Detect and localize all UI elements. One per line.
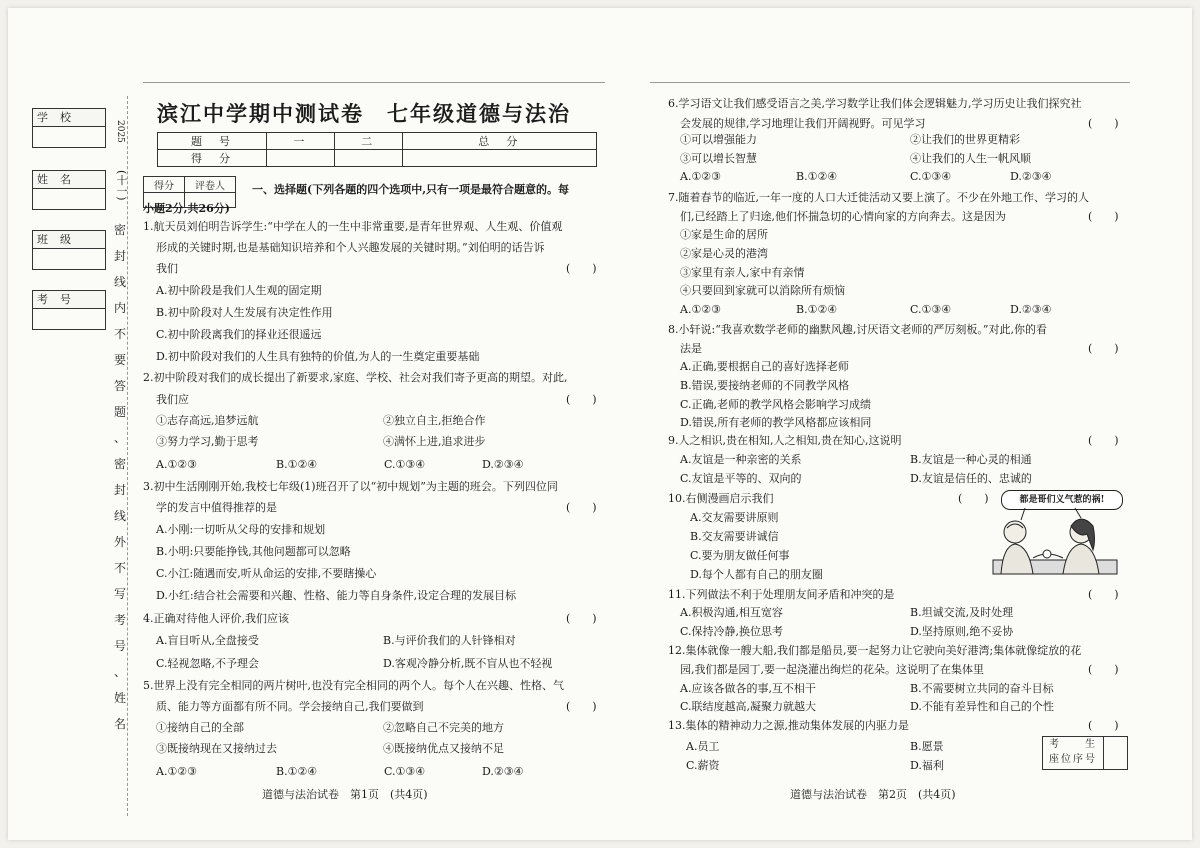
q13-option-c: C.薪资 xyxy=(686,759,720,772)
q8-option-c: C.正确,老师的教学风格会影响学习成绩 xyxy=(680,398,872,411)
q11-line1: 11.下列做法不利于处理朋友间矛盾和冲突的是 xyxy=(668,588,895,601)
q5-option-a: A.①②③ xyxy=(156,765,198,778)
q1-line3: 我们 xyxy=(156,262,178,275)
q3-option-b: B.小明:只要能挣钱,其他问题都可以忽略 xyxy=(156,545,351,558)
q9-option-b: B.友谊是一种心灵的相通 xyxy=(910,453,1032,466)
q9-option-c: C.友谊是平等的、双向的 xyxy=(680,472,802,485)
q7-item-3: ③家里有亲人,家中有亲情 xyxy=(680,266,805,279)
page2-footer: 道德与法治试卷 第2页 (共4页) xyxy=(790,788,956,801)
school-field[interactable] xyxy=(32,108,106,148)
q12-option-d: D.不能有差异性和自己的个性 xyxy=(910,700,1054,713)
q7-option-b: B.①②④ xyxy=(796,303,838,316)
score-header-cell: 二 xyxy=(334,133,402,150)
seal-char: 外 xyxy=(113,535,126,549)
name-label: 姓名 xyxy=(33,171,105,189)
seal-char: 不 xyxy=(113,561,126,575)
q5-item-2: ②忽略自己不完美的地方 xyxy=(383,721,504,734)
q6-option-b: B.①②④ xyxy=(796,170,838,183)
paper-number-vertical xyxy=(113,170,127,206)
q2-option-c: C.①③④ xyxy=(384,458,426,471)
seal-dashed-line xyxy=(127,96,128,816)
year-text: 2025 xyxy=(115,120,125,143)
name-field[interactable] xyxy=(32,170,106,210)
q5-answer-blank[interactable]: ( ) xyxy=(566,700,597,713)
q2-answer-blank[interactable]: ( ) xyxy=(566,393,597,406)
q2-item-1: ①志存高远,追梦远航 xyxy=(156,414,259,427)
q5-option-c: C.①③④ xyxy=(384,765,426,778)
top-rule-right xyxy=(650,82,1130,83)
q12-option-a: A.应该各做各的事,互不相干 xyxy=(680,682,816,695)
q3-line2: 学的发言中值得推荐的是 xyxy=(156,501,277,514)
q1-answer-blank[interactable]: ( ) xyxy=(566,262,597,275)
q9-option-d: D.友谊是信任的、忠诚的 xyxy=(910,472,1032,485)
seal-char: 要 xyxy=(113,353,126,367)
seat-number-box[interactable] xyxy=(1042,736,1128,770)
q6-item-1: ①可以增强能力 xyxy=(680,133,757,146)
mini-grader-label: 评卷人 xyxy=(185,177,236,193)
q7-item-2: ②家是心灵的港湾 xyxy=(680,247,768,260)
class-field[interactable] xyxy=(32,230,106,270)
score-header-cell: 一 xyxy=(267,133,335,150)
q8-option-d: D.错误,所有老师的教学风格都应该相同 xyxy=(680,416,872,429)
q1-line1: 1.航天员刘伯明告诉学生:“中学在人的一生中非常重要,是青年世界观、人生观、价值观 xyxy=(143,220,563,233)
comic-figures-icon xyxy=(985,488,1125,576)
q12-option-b: B.不需要树立共同的奋斗目标 xyxy=(910,682,1054,695)
q11-option-b: B.坦诚交流,及时处理 xyxy=(910,606,1014,619)
q3-answer-blank[interactable]: ( ) xyxy=(566,501,597,514)
seal-char: 密 xyxy=(113,457,126,471)
q12-answer-blank[interactable]: ( ) xyxy=(1088,663,1119,676)
q10-answer-blank[interactable]: ( ) xyxy=(958,492,989,505)
q2-line1: 2.初中阶段对我们的成长提出了新要求,家庭、学校、社会对我们寄予更高的期望。对此, xyxy=(143,371,568,384)
q13-option-b: B.愿景 xyxy=(910,740,944,753)
mini-score-label: 得分 xyxy=(144,177,185,193)
q6-option-c: C.①③④ xyxy=(910,170,952,183)
seal-char: 、 xyxy=(113,431,126,445)
q4-option-a: A.盲目听从,全盘接受 xyxy=(156,634,259,647)
seal-char: 线 xyxy=(113,275,126,289)
q3-line1: 3.初中生活刚刚开始,我校七年级(1)班召开了以“初中规划”为主题的班会。下列四位同 xyxy=(143,480,558,493)
q5-item-1: ①接纳自己的全部 xyxy=(156,721,244,734)
q4-option-b: B.与评价我们的人针锋相对 xyxy=(383,634,516,647)
seal-char: 线 xyxy=(113,509,126,523)
q7-item-1: ①家是生命的居所 xyxy=(680,228,768,241)
q9-line1: 9.人之相识,贵在相知,人之相知,贵在知心,这说明 xyxy=(668,434,902,447)
seal-char: 答 xyxy=(113,379,126,393)
q13-answer-blank[interactable]: ( ) xyxy=(1088,719,1119,732)
q2-line2: 我们应 xyxy=(156,393,189,406)
q5-line1: 5.世界上没有完全相同的两片树叶,也没有完全相同的两个人。每个人在兴趣、性格、气 xyxy=(143,679,564,692)
top-rule-left xyxy=(143,82,605,83)
seal-line-notice xyxy=(113,222,127,742)
score-cell[interactable] xyxy=(267,150,335,167)
q3-option-a: A.小刚:一切听从父母的安排和规划 xyxy=(156,523,326,536)
q3-option-d: D.小红:结合社会需要和兴趣、性格、能力等自身条件,设定合理的发展目标 xyxy=(156,589,517,602)
seal-char: 题 xyxy=(113,405,126,419)
q9-option-a: A.友谊是一种亲密的关系 xyxy=(680,453,802,466)
school-label: 学校 xyxy=(33,109,105,127)
seal-char: 姓 xyxy=(113,691,126,705)
q2-option-d: D.②③④ xyxy=(482,458,524,471)
seal-char: 不 xyxy=(113,327,126,341)
q4-line1: 4.正确对待他人评价,我们应该 xyxy=(143,612,289,625)
q1-option-c: C.初中阶段离我们的择业还很遥远 xyxy=(156,328,322,341)
q4-option-d: D.客观冷静分析,既不盲从也不轻视 xyxy=(383,657,553,670)
q8-line1: 8.小轩说:“我喜欢数学老师的幽默风趣,讨厌语文老师的严厉刻板。”对此,你的看 xyxy=(668,323,1047,336)
paper-number: (十一) xyxy=(115,170,128,201)
seal-char: 考 xyxy=(113,613,126,627)
q2-item-2: ②独立自主,拒绝合作 xyxy=(383,414,486,427)
q7-item-4: ④只要回到家就可以消除所有烦恼 xyxy=(680,284,845,297)
q1-option-a: A.初中阶段是我们人生观的固定期 xyxy=(156,284,322,297)
q11-option-c: C.保持冷静,换位思考 xyxy=(680,625,784,638)
q6-line2: 会发展的规律,学习地理让我们开阔视野。可见学习 xyxy=(680,117,926,130)
q12-line2: 园,我们都是园丁,要一起浇灌出绚烂的花朵。这说明了在集体里 xyxy=(680,663,984,676)
year-vertical xyxy=(115,120,125,146)
q4-answer-blank[interactable]: ( ) xyxy=(566,612,597,625)
seal-char: 号 xyxy=(113,639,126,653)
q7-answer-blank[interactable]: ( ) xyxy=(1088,210,1119,223)
q6-option-d: D.②③④ xyxy=(1010,170,1052,183)
score-cell[interactable] xyxy=(402,150,596,167)
q2-option-b: B.①②④ xyxy=(276,458,318,471)
q5-item-4: ④既接纳优点又接纳不足 xyxy=(383,742,504,755)
q5-option-d: D.②③④ xyxy=(482,765,524,778)
q7-option-d: D.②③④ xyxy=(1010,303,1052,316)
q7-option-a: A.①②③ xyxy=(680,303,722,316)
score-header-cell: 总 分 xyxy=(402,133,596,150)
q1-option-d: D.初中阶段对我们的人生具有独特的价值,为人的一生奠定重要基础 xyxy=(156,350,480,363)
q11-answer-blank[interactable]: ( ) xyxy=(1088,588,1119,601)
q2-item-3: ③努力学习,勤于思考 xyxy=(156,435,259,448)
comic-caption: 都是哥们义气惹的祸! xyxy=(1019,495,1105,505)
q5-line2: 质、能力等方面都有所不同。学会接纳自己,我们要做到 xyxy=(156,700,424,713)
q2-option-a: A.①②③ xyxy=(156,458,198,471)
exam-number-label: 考号 xyxy=(33,291,105,309)
seal-char: 写 xyxy=(113,587,126,601)
score-header-cell: 题 号 xyxy=(158,133,267,150)
seat-number-label xyxy=(1043,737,1104,769)
q5-item-3: ③既接纳现在又接纳过去 xyxy=(156,742,277,755)
q8-option-a: A.正确,要根据自己的喜好选择老师 xyxy=(680,360,849,373)
q7-option-c: C.①③④ xyxy=(910,303,952,316)
exam-number-field[interactable] xyxy=(32,290,106,330)
page1-footer: 道德与法治试卷 第1页 (共4页) xyxy=(262,788,428,801)
seal-char: 封 xyxy=(113,249,126,263)
q2-item-4: ④满怀上进,追求进步 xyxy=(383,435,486,448)
q12-option-c: C.联结度越高,凝聚力就越大 xyxy=(680,700,817,713)
q10-option-a: A.交友需要讲原则 xyxy=(690,511,779,524)
seal-char: 密 xyxy=(113,223,126,237)
seal-char: 封 xyxy=(113,483,126,497)
q13-option-a: A.员工 xyxy=(686,740,720,753)
q5-option-b: B.①②④ xyxy=(276,765,318,778)
exam-title: 滨江中学期中测试卷 七年级道德与法治 xyxy=(157,101,571,126)
q8-option-b: B.错误,要接纳老师的不同教学风格 xyxy=(680,379,850,392)
class-label: 班级 xyxy=(33,231,105,249)
q10-option-b: B.交友需要讲诚信 xyxy=(690,530,779,543)
q6-item-3: ③可以增长智慧 xyxy=(680,152,757,165)
q11-option-a: A.积极沟通,相互宽容 xyxy=(680,606,783,619)
q6-line1: 6.学习语文让我们感受语言之美,学习数学让我们体会逻辑魅力,学习历史让我们探究社 xyxy=(668,97,1082,110)
q8-line2: 法是 xyxy=(680,342,702,355)
seat-label-line1: 考 生 xyxy=(1049,739,1097,750)
q4-option-c: C.轻视忽略,不予理会 xyxy=(156,657,260,670)
score-cell[interactable] xyxy=(334,150,402,167)
q13-option-d: D.福利 xyxy=(910,759,944,772)
q7-line2: 们,已经踏上了归途,他们怀揣急切的心情向家的方向奔去。这是因为 xyxy=(680,210,1006,223)
score-row-label: 得 分 xyxy=(158,150,267,167)
seal-char: 、 xyxy=(113,665,126,679)
seal-char: 名 xyxy=(113,717,126,731)
q1-line2: 形成的关键时期,也是基础知识培养和个人兴趣发展的关键时期。”刘伯明的话告诉 xyxy=(156,241,545,254)
q6-item-2: ②让我们的世界更精彩 xyxy=(910,133,1020,146)
comic-illustration xyxy=(985,488,1125,576)
q3-option-c: C.小江:随遇而安,听从命运的安排,不要瞎操心 xyxy=(156,567,377,580)
q12-line1: 12.集体就像一艘大船,我们都是船员,要一起努力让它驶向美好港湾;集体就像绽放的花 xyxy=(668,644,1082,657)
q13-line1: 13.集体的精神动力之源,推动集体发展的内驱力是 xyxy=(668,719,909,732)
section-heading-line2: 小题2分,共26分) xyxy=(143,202,230,215)
score-table xyxy=(157,132,597,167)
q7-line1: 7.随着春节的临近,一年一度的人口大迁徙活动又要上演了。不少在外地工作、学习的人 xyxy=(668,191,1089,204)
q6-option-a: A.①②③ xyxy=(680,170,722,183)
q8-answer-blank[interactable]: ( ) xyxy=(1088,342,1119,355)
q6-item-4: ④让我们的人生一帆风顺 xyxy=(910,152,1031,165)
section-heading-line1: 一、选择题(下列各题的四个选项中,只有一项是最符合题意的。每 xyxy=(252,183,570,196)
q6-answer-blank[interactable]: ( ) xyxy=(1088,117,1119,130)
q10-line1: 10.右侧漫画启示我们 xyxy=(668,492,774,505)
q10-option-c: C.要为朋友做任何事 xyxy=(690,549,790,562)
seat-label-line2: 座位序号 xyxy=(1049,754,1097,765)
q10-option-d: D.每个人都有自己的朋友圈 xyxy=(690,568,823,581)
q11-option-d: D.坚持原则,绝不妥协 xyxy=(910,625,1014,638)
q1-option-b: B.初中阶段对人生发展有决定性作用 xyxy=(156,306,333,319)
seal-char: 内 xyxy=(113,301,126,315)
q9-answer-blank[interactable]: ( ) xyxy=(1088,434,1119,447)
